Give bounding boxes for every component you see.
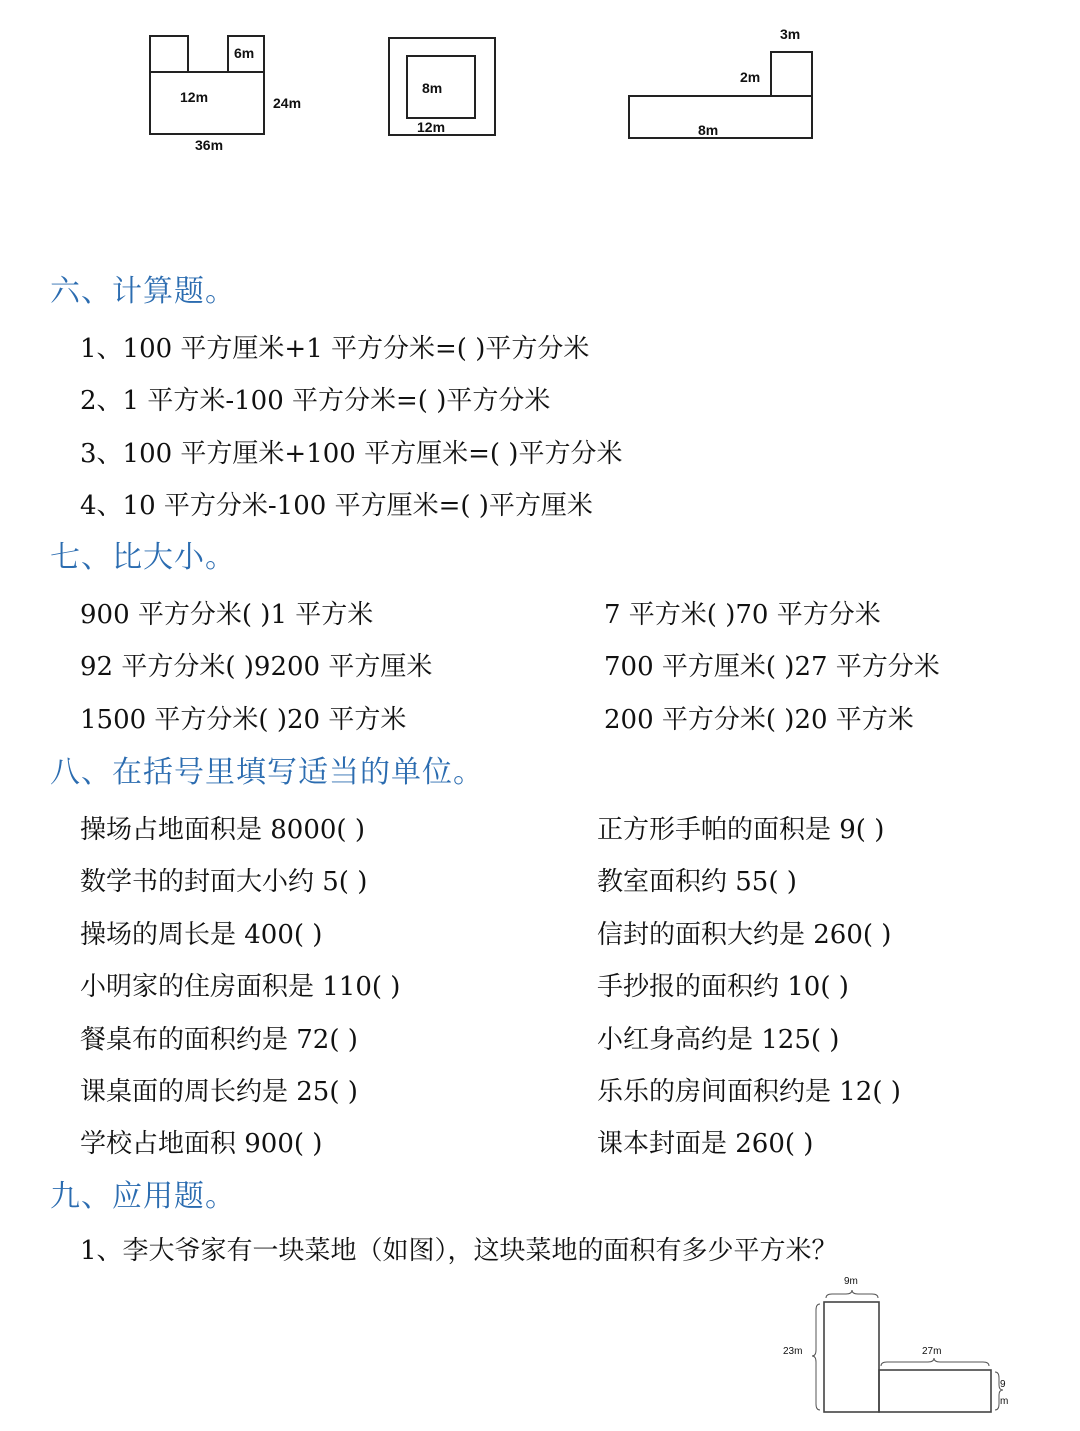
unit-right-4: 手抄报的面积约 10( )	[597, 972, 849, 1002]
section-8-title: 八、在括号里填写适当的单位。	[50, 755, 484, 790]
compare-right-2: 700 平方厘米( )27 平方分米	[604, 652, 940, 682]
calc-item-1: 1、100 平方厘米+1 平方分米=( )平方分米	[80, 334, 590, 364]
fig1-label-36m: 36m	[195, 137, 224, 153]
fig4-label-9: 9	[1000, 1379, 1006, 1390]
fig4-label-23m: 23m	[783, 1346, 803, 1357]
unit-right-6: 乐乐的房间面积约是 12( )	[597, 1077, 901, 1107]
compare-left-1: 900 平方分米( )1 平方米	[80, 600, 374, 630]
unit-left-1: 操场占地面积是 8000( )	[80, 815, 365, 845]
compare-left-2: 92 平方分米( )9200 平方厘米	[80, 652, 433, 682]
section-9-title: 九、应用题。	[50, 1179, 236, 1214]
fig1-label-24m: 24m	[273, 95, 302, 111]
compare-right-1: 7 平方米( )70 平方分米	[604, 600, 881, 630]
unit-left-7: 学校占地面积 900( )	[80, 1129, 323, 1159]
unit-right-7: 课本封面是 260( )	[597, 1129, 814, 1159]
section-6-title: 六、计算题。	[50, 274, 236, 309]
unit-left-2: 数学书的封面大小约 5( )	[80, 867, 368, 897]
calc-item-2: 2、1 平方米-100 平方分米=( )平方分米	[80, 386, 551, 416]
figure-vegetable-field	[780, 1270, 1020, 1420]
fig3-label-8m: 8m	[698, 122, 719, 138]
calc-item-4: 4、10 平方分米-100 平方厘米=( )平方厘米	[80, 491, 593, 521]
unit-left-3: 操场的周长是 400( )	[80, 920, 323, 950]
application-item-1: 1、李大爷家有一块菜地（如图），这块菜地的面积有多少平方米？	[80, 1236, 838, 1266]
section-7-title: 七、比大小。	[50, 540, 236, 575]
fig4-label-27m: 27m	[922, 1346, 942, 1357]
figure-shape-2	[380, 30, 510, 145]
unit-left-4: 小明家的住房面积是 110( )	[80, 972, 401, 1002]
fig1-label-6m: 6m	[234, 45, 255, 61]
unit-left-5: 餐桌布的面积约是 72( )	[80, 1025, 358, 1055]
fig1-label-12m: 12m	[180, 89, 209, 105]
fig2-label-12m: 12m	[417, 119, 446, 135]
unit-right-2: 教室面积约 55( )	[597, 867, 797, 897]
fig4-label-m: m	[1000, 1396, 1009, 1407]
fig3-label-2m: 2m	[740, 69, 761, 85]
unit-right-1: 正方形手帕的面积是 9( )	[597, 815, 885, 845]
figure-shape-1	[140, 28, 330, 158]
compare-left-3: 1500 平方分米( )20 平方米	[80, 705, 407, 735]
unit-right-3: 信封的面积大约是 260( )	[597, 920, 892, 950]
fig3-label-3m: 3m	[780, 26, 801, 42]
unit-left-6: 课桌面的周长约是 25( )	[80, 1077, 358, 1107]
figure-shape-3	[620, 20, 820, 145]
fig2-label-8m: 8m	[422, 80, 443, 96]
compare-right-3: 200 平方分米( )20 平方米	[604, 705, 914, 735]
calc-item-3: 3、100 平方厘米+100 平方厘米=( )平方分米	[80, 439, 623, 469]
unit-right-5: 小红身高约是 125( )	[597, 1025, 840, 1055]
fig4-label-9m: 9m	[844, 1276, 858, 1287]
